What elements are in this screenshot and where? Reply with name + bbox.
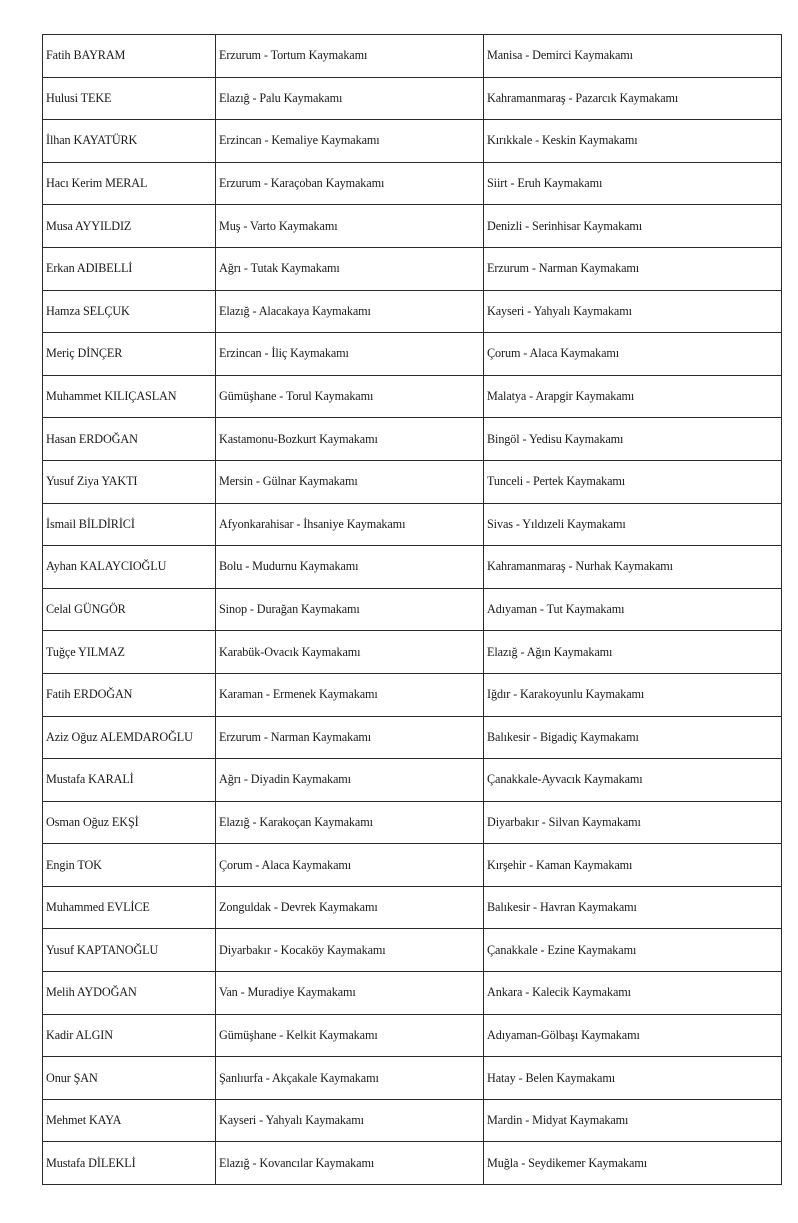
cell-name: Hasan ERDOĞAN	[43, 418, 216, 461]
cell-name: Osman Oğuz EKŞİ	[43, 801, 216, 844]
table-row	[43, 120, 782, 163]
cell-name: Engin TOK	[43, 844, 216, 887]
cell-current-post: Ağrı - Tutak Kaymakamı	[216, 247, 484, 290]
cell-current-post: Karaman - Ermenek Kaymakamı	[216, 673, 484, 716]
cell-current-post: Afyonkarahisar - İhsaniye Kaymakamı	[216, 503, 484, 546]
cell-name: Kadir ALGIN	[43, 1014, 216, 1057]
cell-name: Yusuf Ziya YAKTI	[43, 460, 216, 503]
table-row	[43, 673, 782, 716]
cell-current-post: Erzurum - Narman Kaymakamı	[216, 716, 484, 759]
cell-name: İlhan KAYATÜRK	[43, 120, 216, 163]
cell-new-post: Çanakkale-Ayvacık Kaymakamı	[484, 759, 782, 802]
table-row	[43, 929, 782, 972]
cell-current-post: Erzincan - İliç Kaymakamı	[216, 333, 484, 376]
cell-new-post: Muğla - Seydikemer Kaymakamı	[484, 1142, 782, 1185]
cell-current-post: Gümüşhane - Torul Kaymakamı	[216, 375, 484, 418]
cell-current-post: Elazığ - Kovancılar Kaymakamı	[216, 1142, 484, 1185]
cell-name: Melih AYDOĞAN	[43, 972, 216, 1015]
cell-name: Fatih BAYRAM	[43, 35, 216, 78]
cell-current-post: Şanlıurfa - Akçakale Kaymakamı	[216, 1057, 484, 1100]
cell-new-post: Elazığ - Ağın Kaymakamı	[484, 631, 782, 674]
table-row	[43, 886, 782, 929]
cell-current-post: Kayseri - Yahyalı Kaymakamı	[216, 1099, 484, 1142]
cell-name: Mustafa DİLEKLİ	[43, 1142, 216, 1185]
cell-new-post: Kahramanmaraş - Pazarcık Kaymakamı	[484, 77, 782, 120]
cell-new-post: Kahramanmaraş - Nurhak Kaymakamı	[484, 546, 782, 589]
table-row	[43, 205, 782, 248]
table-row	[43, 162, 782, 205]
table-row	[43, 1057, 782, 1100]
cell-current-post: Elazığ - Alacakaya Kaymakamı	[216, 290, 484, 333]
cell-current-post: Gümüşhane - Kelkit Kaymakamı	[216, 1014, 484, 1057]
cell-new-post: Çanakkale - Ezine Kaymakamı	[484, 929, 782, 972]
table-row	[43, 1142, 782, 1185]
cell-new-post: Sivas - Yıldızeli Kaymakamı	[484, 503, 782, 546]
cell-current-post: Ağrı - Diyadin Kaymakamı	[216, 759, 484, 802]
cell-new-post: Balıkesir - Havran Kaymakamı	[484, 886, 782, 929]
table-row	[43, 333, 782, 376]
table-row	[43, 35, 782, 78]
cell-name: Celal GÜNGÖR	[43, 588, 216, 631]
cell-current-post: Elazığ - Palu Kaymakamı	[216, 77, 484, 120]
assignment-table-body	[43, 35, 782, 1185]
cell-name: Aziz Oğuz ALEMDAROĞLU	[43, 716, 216, 759]
table-row	[43, 716, 782, 759]
cell-current-post: Erzurum - Tortum Kaymakamı	[216, 35, 484, 78]
assignment-table	[42, 34, 782, 1185]
table-row	[43, 546, 782, 589]
cell-new-post: Adıyaman - Tut Kaymakamı	[484, 588, 782, 631]
cell-name: Musa AYYILDIZ	[43, 205, 216, 248]
cell-current-post: Diyarbakır - Kocaköy Kaymakamı	[216, 929, 484, 972]
table-row	[43, 588, 782, 631]
cell-new-post: Malatya - Arapgir Kaymakamı	[484, 375, 782, 418]
document-page	[42, 34, 781, 1185]
cell-name: İsmail BİLDİRİCİ	[43, 503, 216, 546]
cell-current-post: Zonguldak - Devrek Kaymakamı	[216, 886, 484, 929]
cell-name: Ayhan KALAYCIOĞLU	[43, 546, 216, 589]
cell-current-post: Bolu - Mudurnu Kaymakamı	[216, 546, 484, 589]
cell-name: Hulusi TEKE	[43, 77, 216, 120]
cell-name: Meriç DİNÇER	[43, 333, 216, 376]
cell-new-post: Iğdır - Karakoyunlu Kaymakamı	[484, 673, 782, 716]
cell-name: Hamza SELÇUK	[43, 290, 216, 333]
table-row	[43, 375, 782, 418]
cell-new-post: Balıkesir - Bigadiç Kaymakamı	[484, 716, 782, 759]
cell-current-post: Van - Muradiye Kaymakamı	[216, 972, 484, 1015]
cell-current-post: Sinop - Durağan Kaymakamı	[216, 588, 484, 631]
cell-new-post: Denizli - Serinhisar Kaymakamı	[484, 205, 782, 248]
table-row	[43, 801, 782, 844]
cell-name: Muhammed EVLİCE	[43, 886, 216, 929]
cell-name: Tuğçe YILMAZ	[43, 631, 216, 674]
cell-current-post: Erzincan - Kemaliye Kaymakamı	[216, 120, 484, 163]
cell-new-post: Manisa - Demirci Kaymakamı	[484, 35, 782, 78]
table-row	[43, 759, 782, 802]
cell-new-post: Ankara - Kalecik Kaymakamı	[484, 972, 782, 1015]
cell-current-post: Mersin - Gülnar Kaymakamı	[216, 460, 484, 503]
table-row	[43, 631, 782, 674]
cell-current-post: Erzurum - Karaçoban Kaymakamı	[216, 162, 484, 205]
cell-name: Onur ŞAN	[43, 1057, 216, 1100]
table-row	[43, 844, 782, 887]
cell-new-post: Siirt - Eruh Kaymakamı	[484, 162, 782, 205]
cell-new-post: Kırşehir - Kaman Kaymakamı	[484, 844, 782, 887]
table-row	[43, 972, 782, 1015]
cell-new-post: Hatay - Belen Kaymakamı	[484, 1057, 782, 1100]
cell-name: Yusuf KAPTANOĞLU	[43, 929, 216, 972]
table-row	[43, 418, 782, 461]
table-row	[43, 247, 782, 290]
cell-name: Mustafa KARALİ	[43, 759, 216, 802]
cell-current-post: Karabük-Ovacık Kaymakamı	[216, 631, 484, 674]
cell-current-post: Kastamonu-Bozkurt Kaymakamı	[216, 418, 484, 461]
cell-new-post: Mardin - Midyat Kaymakamı	[484, 1099, 782, 1142]
cell-new-post: Diyarbakır - Silvan Kaymakamı	[484, 801, 782, 844]
cell-new-post: Adıyaman-Gölbaşı Kaymakamı	[484, 1014, 782, 1057]
cell-new-post: Çorum - Alaca Kaymakamı	[484, 333, 782, 376]
cell-name: Hacı Kerim MERAL	[43, 162, 216, 205]
table-row	[43, 1099, 782, 1142]
cell-name: Fatih ERDOĞAN	[43, 673, 216, 716]
cell-new-post: Bingöl - Yedisu Kaymakamı	[484, 418, 782, 461]
table-row	[43, 290, 782, 333]
cell-current-post: Çorum - Alaca Kaymakamı	[216, 844, 484, 887]
cell-name: Erkan ADIBELLİ	[43, 247, 216, 290]
cell-new-post: Tunceli - Pertek Kaymakamı	[484, 460, 782, 503]
table-row	[43, 77, 782, 120]
cell-current-post: Muş - Varto Kaymakamı	[216, 205, 484, 248]
table-row	[43, 503, 782, 546]
cell-name: Mehmet KAYA	[43, 1099, 216, 1142]
cell-name: Muhammet KILIÇASLAN	[43, 375, 216, 418]
cell-new-post: Erzurum - Narman Kaymakamı	[484, 247, 782, 290]
cell-new-post: Kayseri - Yahyalı Kaymakamı	[484, 290, 782, 333]
cell-new-post: Kırıkkale - Keskin Kaymakamı	[484, 120, 782, 163]
cell-current-post: Elazığ - Karakoçan Kaymakamı	[216, 801, 484, 844]
table-row	[43, 460, 782, 503]
table-row	[43, 1014, 782, 1057]
